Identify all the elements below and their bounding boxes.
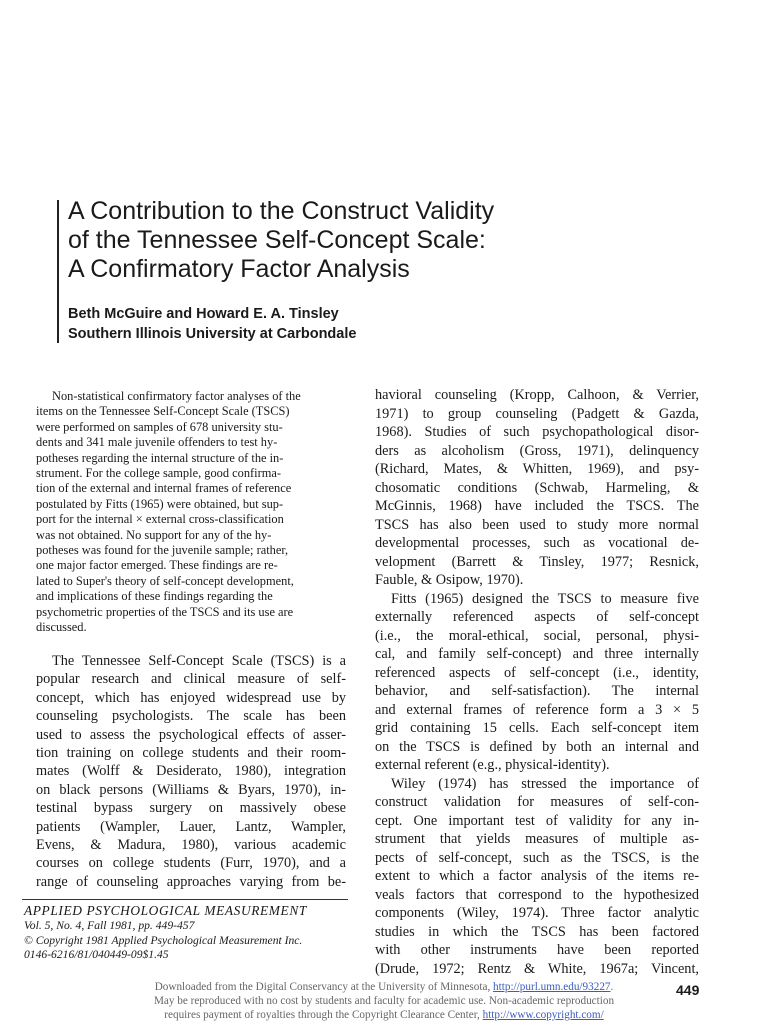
text-line: The Tennessee Self-Concept Scale (TSCS) is a [52,653,346,669]
journal-code: 0146-6216/81/040449-09$1.45 [24,948,169,961]
text-line: potheses regarding the internal structure of the in- [36,450,284,465]
byline [68,304,356,344]
page-number: 449 [676,982,700,998]
text-line: Non-statistical confirmatory factor analyses of the [52,389,301,403]
text-line: Fitts (1965) designed the TSCS to measure five [391,590,699,607]
text-line: dents and 341 male juvenile offenders to test hy- [36,435,278,450]
body-left-column [36,652,346,891]
journal-name: APPLIED PSYCHOLOGICAL MEASUREMENT [24,903,307,918]
text-line: pects of self-concept, such as the TSCS, is the [375,849,699,866]
text-line: cept. One important test of validity for any in- [375,812,699,829]
text-line: (Richard, Mates, & Whitten, 1969), and psy- [375,461,699,477]
footer-text: . [610,981,614,993]
text-line: discussed. [36,620,87,635]
text-line: patients (Wampler, Lauer, Lantz, Wampler, [36,818,346,835]
article-title [68,197,628,284]
text-line: veals factors that correspond to the hypothesized [375,886,699,903]
text-line: construct validation for measures of self-con- [375,794,699,810]
text-line: 1968). Studies of such psychopathological disor- [375,424,699,440]
footer-line-1 [0,980,768,994]
text-line: counseling psychologists. The scale has been [36,708,346,725]
text-line: velopment (Barrett & Tinsley, 1977; Resnick, [375,553,699,570]
text-line: strument that yields measures of multiple as- [375,831,699,847]
body-right-column [375,386,699,978]
text-line: developmental processes, such as vocational de- [375,535,699,551]
text-line: extent to which a factor analysis of the items re- [375,868,699,884]
text-line: potheses was found for the juvenile sample; rather, [36,543,289,558]
text-line: postulated by Fitts (1965) were obtained, but sup- [36,496,284,511]
title-rule [57,200,59,343]
text-line: strument. For the college sample, good confirma- [36,466,281,481]
abstract [36,389,346,636]
text-line: on black persons (Williams & Byars, 1970), in- [36,781,346,798]
text-line: referenced aspects of self-concept (i.e., identity, [375,664,699,681]
text-line: psychometric properties of the TSCS and its use are [36,604,294,619]
text-line: on the TSCS is defined by both an internal and [375,738,699,755]
footer-line-2: May be reproduced with no cost by students and faculty for academic use. Non-academic reproduction [153,995,615,1007]
text-line: was not obtained. No support for any of the hy- [36,527,272,542]
footnote-rule [22,899,348,900]
text-line: (i.e., the moral-ethical, social, personal, physi- [375,627,699,644]
text-line: testinal bypass surgery on massively obese [36,800,346,817]
text-line: cal, and family self-concept) and three internally [375,646,699,662]
text-line: Fauble, & Osipow, 1970). [375,572,524,588]
text-line: ders as alcoholism (Gross, 1971), delinquency [375,442,699,459]
text-line: items on the Tennessee Self-Concept Scale (TSCS) [36,404,290,419]
journal-copyright: © Copyright 1981 Applied Psychological Measurement Inc. [24,933,303,947]
text-line: and implications of these findings regarding the [36,589,273,604]
text-line: chosomatic conditions (Schwab, Harmeling, & [375,479,699,496]
text-line: one major factor emerged. These findings are re- [36,558,278,573]
text-line: port for the internal × external cross-classification [36,512,284,527]
title-line: of the Tennessee Self-Concept Scale: [68,226,486,254]
text-line: 1971) to group counseling (Padgett & Gazda, [375,405,699,422]
text-line: used to assess the psychological effects of asser- [36,726,346,743]
footer-text: requires payment of royalties through the Copyright Clearance Center, [164,1009,483,1021]
text-line: mates (Wolff & Desiderato, 1980), integration [36,763,346,780]
purl-link[interactable]: http://purl.umn.edu/93227 [493,981,611,993]
text-line: Evens, & Madura, 1980), various academic [36,837,346,854]
text-line: popular research and clinical measure of self- [36,671,346,688]
footer-text: Downloaded from the Digital Conservancy at the University of Minnesota, [154,981,494,993]
text-line: were performed on samples of 678 university stu- [36,419,283,434]
journal-volume: Vol. 5, No. 4, Fall 1981, pp. 449-457 [24,919,195,932]
authors: Beth McGuire and Howard E. A. Tinsley [68,306,339,322]
footer-line-3 [0,1008,768,1022]
text-line: Wiley (1974) has stressed the importance of [391,775,699,792]
affiliation: Southern Illinois University at Carbondale [68,326,357,342]
text-line: McGinnis, 1968) have included the TSCS. The [375,498,699,514]
journal-info [24,903,354,963]
text-line: tion training on college students and their room- [36,745,346,762]
text-line: courses on college students (Furr, 1970), and a [36,855,346,872]
text-line: components (Wiley, 1974). Three factor analytic [375,905,699,921]
copyright-link[interactable]: http://www.copyright.com/ [482,1009,604,1021]
text-line: and external frames of reference form a 3 × 5 [375,701,699,718]
text-line: havioral counseling (Kropp, Calhoon, & Verrier, [375,387,699,403]
text-line: tion of the external and internal frames of reference [36,481,292,496]
text-line: externally referenced aspects of self-concept [375,609,699,625]
text-line: concept, which has enjoyed widespread use by [36,689,346,706]
title-line: A Contribution to the Construct Validity [68,197,495,225]
text-line: lated to Super's theory of self-concept development, [36,573,294,588]
text-line: range of counseling approaches varying from be- [36,873,346,890]
text-line: (Drude, 1972; Rentz & White, 1967a; Vincent, [375,960,699,977]
text-line: behavior, and self-satisfaction). The internal [375,683,699,699]
text-line: TSCS has also been used to study more normal [375,516,699,533]
text-line: studies in which the TSCS has been factored [375,923,699,940]
title-line: A Confirmatory Factor Analysis [68,255,410,283]
download-footer [0,980,768,1022]
text-line: with other instruments have been reported [375,942,699,958]
text-line: grid containing 15 cells. Each self-concept item [375,720,699,736]
text-line: external referent (e.g., physical-identity). [375,757,610,773]
